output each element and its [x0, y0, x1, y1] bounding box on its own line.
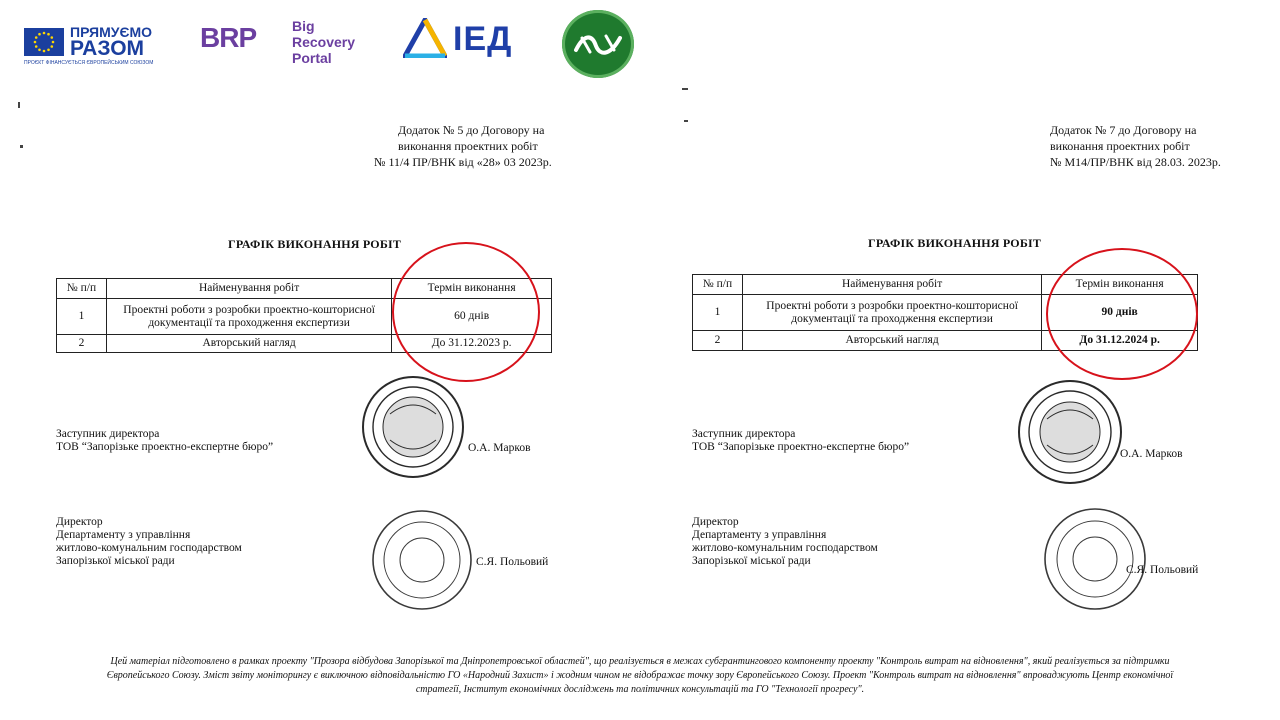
- row-work-name: Проектні роботи з розробки проектно-кошторисної документації та проходження експертизи: [742, 295, 1041, 331]
- annex-line2: виконання проектних робіт: [1050, 139, 1190, 153]
- eu-flag-icon: [24, 28, 64, 56]
- signer2-title4: Запорізької міської ради: [56, 555, 175, 567]
- annex-line3: № 11/4 ПР/ВНК від «28» 03 2023р.: [374, 155, 552, 169]
- company-stamp: [1016, 378, 1124, 486]
- annex-header: [374, 122, 552, 170]
- footer-line3: стратегії, Інститут економічних досліджень та політичних консультацій та ГО "Технології прогресу".: [415, 684, 865, 695]
- signer1-name: О.А. Марков: [468, 442, 531, 454]
- signer1-title1: Заступник директора: [56, 428, 160, 440]
- department-stamp: [1042, 506, 1148, 612]
- row-work-name: Авторський нагляд: [742, 331, 1041, 351]
- signer1-title1: Заступник директора: [692, 428, 796, 440]
- brp-logo: [200, 18, 380, 68]
- row-deadline: 60 днів: [392, 299, 552, 335]
- signer1-block: [692, 428, 909, 454]
- ngo-emblem-icon: [562, 10, 634, 78]
- signer2-title1: Директор: [56, 516, 103, 528]
- brp-line1: Big: [292, 18, 315, 34]
- footer-line2: Європейського Союзу. Зміст звіту моніторингу є виключною відповідальністю ГО «Народний Захист» і жодним чином не відображає точку зору Європейського Союзу. Проект "Контроль витрат на відновлення" впроваджують Центр економічної: [106, 670, 1174, 681]
- schedule-title: ГРАФІК ВИКОНАННЯ РОБІТ: [228, 237, 402, 251]
- ied-text: ІЕД: [453, 20, 513, 58]
- schedule-title: ГРАФІК ВИКОНАННЯ РОБІТ: [868, 236, 1042, 250]
- signer2-title3: житлово-комунальним господарством: [692, 542, 878, 554]
- row-deadline: 90 днів: [1042, 295, 1198, 331]
- footer-line1: Цей матеріал підготовлено в рамках проекту "Прозора відбудова Запорізької та Дніпропетровської областей", що реалізується в межах субгрантингового компоненту проекту "Контроль витрат на відновлення", який реалізується за підтримки: [110, 656, 1170, 667]
- eu-logo-line2: РАЗОМ: [70, 37, 145, 60]
- signer1-title2: ТОВ “Запорізьке проектно-експертне бюро”: [56, 441, 274, 453]
- row-work-name: Проектні роботи з розробки проектно-кошторисної документації та проходження експертизи: [106, 299, 391, 335]
- scan-speck: [18, 102, 20, 108]
- right-document: [664, 82, 1264, 627]
- row-work-name: Авторський нагляд: [106, 335, 391, 353]
- row-deadline: До 31.12.2023 р.: [392, 335, 552, 353]
- ied-logo: [403, 18, 533, 62]
- scan-speck: [682, 88, 688, 90]
- logo-bar: [0, 0, 1280, 90]
- scan-speck: [684, 120, 688, 122]
- eu-logo-line1: ПРЯМУЄМО: [70, 24, 152, 40]
- eu-logo-caption: ПРОЄКТ ФІНАНСУЄТЬСЯ ЄВРОПЕЙСЬКИМ СОЮЗОМ: [24, 60, 154, 66]
- triangle-icon: [403, 18, 447, 63]
- header-work-name: Найменування робіт: [106, 279, 391, 299]
- signer2-block: [692, 516, 878, 568]
- signer1-block: [56, 428, 273, 454]
- annex-header: [1050, 122, 1221, 170]
- brp-mark: BRP: [200, 22, 257, 53]
- row-number: 1: [57, 299, 107, 335]
- highlight-circle: [1046, 248, 1198, 380]
- row-number: 2: [57, 335, 107, 353]
- signer2-title2: Департаменту з управління: [56, 529, 191, 541]
- brp-text: [292, 18, 355, 66]
- annex-line2: виконання проектних робіт: [398, 139, 538, 153]
- annex-line1: Додаток № 7 до Договору на: [1050, 123, 1197, 137]
- department-stamp: [370, 508, 474, 612]
- annex-line1: Додаток № 5 до Договору на: [398, 123, 545, 137]
- highlight-circle: [392, 242, 540, 382]
- left-document: [14, 90, 614, 635]
- footer-disclaimer: [60, 655, 1220, 697]
- header-number: № п/п: [57, 279, 107, 299]
- signer2-title3: житлово-комунальним господарством: [56, 542, 242, 554]
- signer2-name: С.Я. Польовий: [1126, 564, 1199, 576]
- annex-line3: № М14/ПР/ВНК від 28.03. 2023р.: [1050, 155, 1221, 169]
- brp-line3: Portal: [292, 50, 332, 66]
- signer1-title2: ТОВ “Запорізьке проектно-експертне бюро”: [692, 441, 910, 453]
- header-deadline: Термін виконання: [1042, 275, 1198, 295]
- signer2-title2: Департаменту з управління: [692, 529, 827, 541]
- header-number: № п/п: [693, 275, 743, 295]
- header-work-name: Найменування робіт: [742, 275, 1041, 295]
- row-number: 2: [693, 331, 743, 351]
- eu-logo: [24, 24, 164, 70]
- brp-line2: Recovery: [292, 34, 356, 50]
- signer2-block: [56, 516, 242, 568]
- company-stamp: [360, 374, 466, 480]
- signer2-title4: Запорізької міської ради: [692, 555, 811, 567]
- signer2-title1: Директор: [692, 516, 739, 528]
- scan-speck: [20, 145, 23, 148]
- signer1-name: О.А. Марков: [1120, 448, 1183, 460]
- signer2-name: С.Я. Польовий: [476, 556, 549, 568]
- row-deadline: До 31.12.2024 р.: [1042, 331, 1198, 351]
- row-number: 1: [693, 295, 743, 331]
- header-deadline: Термін виконання: [392, 279, 552, 299]
